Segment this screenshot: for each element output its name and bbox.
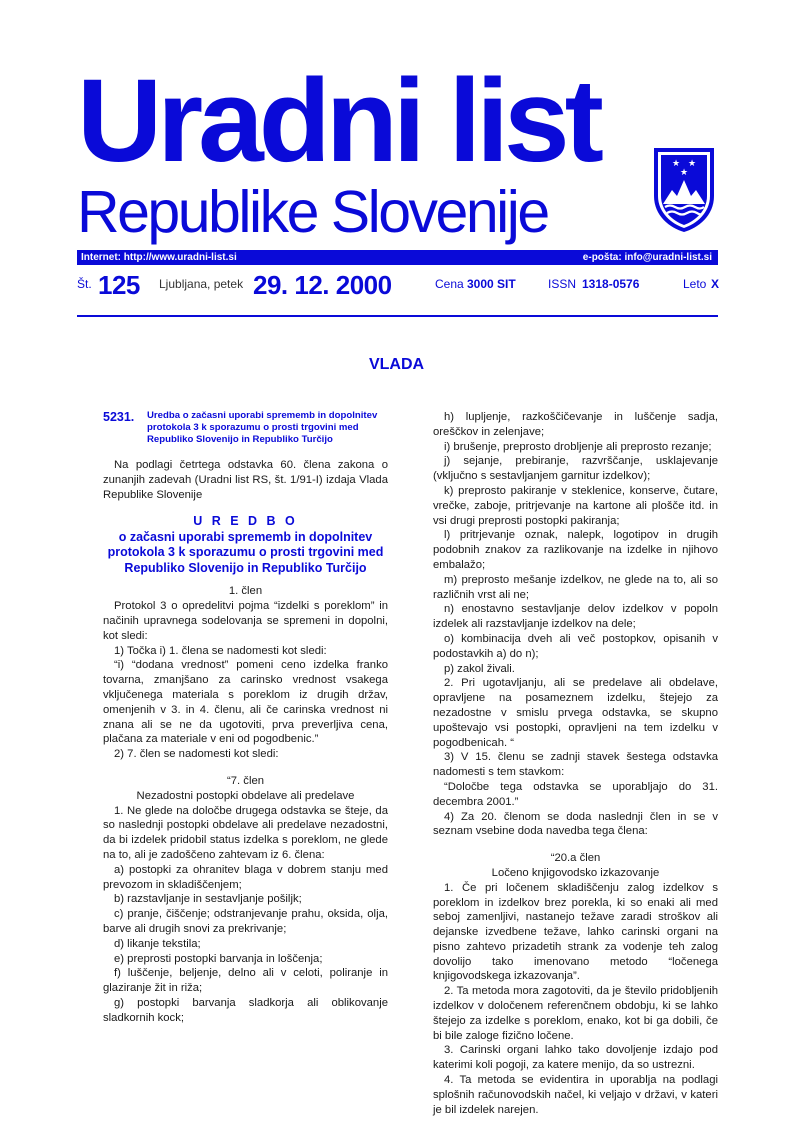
paragraph: 3. Carinski organi lahko tako dovoljenje izdajo pod katerimi koli pogoji, za katere menijo, da so ustrezni.	[433, 1044, 718, 1072]
issue-place-day: Ljubljana, petek	[159, 277, 244, 291]
list-item: b) razstavljanje in sestavljanje pošiljk;	[114, 893, 302, 906]
article-heading: “20.a člen	[550, 852, 601, 865]
svg-text:★: ★	[679, 168, 689, 178]
issn-label: ISSN	[548, 277, 577, 291]
right-column	[433, 410, 718, 1117]
article-subtitle: Ločeno knjigovodsko izkazovanje	[491, 866, 660, 879]
paragraph: 2. Pri ugotavljanju, ali se predelave ali obdelave, opravljene na posameznem izdelku, štejejo za nezadostne v smislu prvega odstavka, se skupno upoštevajo vsi postopki, opravljeni na tem izdelku v pogodbenicah. “	[433, 677, 718, 749]
paragraph: “Določbe tega odstavka se uporabljajo do 31. decembra 2001.”	[433, 780, 718, 808]
paragraph: “i) “dodana vrednost” pomeni ceno izdelka franko tovarna, zmanjšano za carinsko vrednost vsakega vključenega materiala s poreklom iz drugih držav, omenjenih v 3. in 4. členu, ali če carinska vrednost ni znana ali se ne da ugotoviti, prva preverljiva cena, plačana za materiale v eni od pogodbenic.”	[103, 659, 388, 746]
paragraph: 1) Točka i) 1. člena se nadomesti kot sledi:	[114, 644, 327, 657]
list-item: h) lupljenje, razkoščičevanje in luščenje sadja, oreščkov in zelenjave;	[433, 411, 718, 438]
issue-number-label: Št.	[77, 277, 92, 291]
price-label: Cena	[435, 277, 464, 291]
paragraph: 2) 7. člen se nadomesti kot sledi:	[114, 748, 279, 761]
article-subtitle: Nezadostni postopki obdelave ali predelave	[136, 789, 355, 802]
paragraph: 4) Za 20. členom se doda naslednji člen in se v seznam vsebine doda navedba tega člena:	[433, 810, 718, 838]
paragraph: Protokol 3 o opredelitvi pojma “izdelki s poreklom” in načinih upravnega sodelovanja se spremeni in dopolni, kot sledi:	[103, 600, 388, 642]
list-item: m) preprosto mešanje izdelkov, ne glede na to, ali so različnih vrst ali ne;	[433, 573, 718, 601]
issue-date: 29. 12. 2000	[253, 270, 392, 300]
email-link[interactable]: e-pošta: info@uradni-list.si	[582, 252, 712, 263]
article-heading: 1. člen	[228, 585, 263, 598]
year-label: Leto	[683, 277, 707, 291]
slovenian-coat-of-arms-icon	[650, 144, 718, 234]
list-item: o) kombinacija dveh ali več postopkov, opisanih v podostavkih a) do n);	[433, 632, 718, 660]
paragraph: 1. Če pri ločenem skladiščenju zalog izdelkov s poreklom in izdelkov brez porekla, ki so enaki ali med seboj zamenljivi, nastanejo težave zaradi stroškov ali dejanske izvedbene težave, lahko carinski organi na pisno zahtevo prizadetih strank za vodenje teh zalog dovolijo tako imenovano metodo “ločenega knjigovodskega izkazovanja”.	[433, 881, 718, 983]
intro-paragraph: Na podlagi četrtega odstavka 60. člena zakona o zunanjih zadevah (Uradni list RS, št. 1/91-I) izdaja Vlada Republike Slovenije	[103, 459, 388, 501]
list-item: a) postopki za ohranitev blaga v dobrem stanju med prevozom in skladiščenjem;	[103, 863, 388, 891]
list-item: j) sejanje, prebiranje, razvrščanje, usklajevanje (vključno s sestavljanjem garnitur izdelkov);	[433, 455, 718, 483]
masthead-title: Uradni list	[77, 55, 599, 187]
document-number: 5231.	[103, 410, 135, 424]
list-item: g) postopki barvanja sladkorja ali oblikovanje sladkornih kock;	[103, 996, 388, 1024]
issn-value: 1318-0576	[582, 277, 640, 291]
list-item: f) luščenje, beljenje, delno ali v celoti, poliranje in glaziranje žit in riža;	[103, 967, 388, 995]
paragraph: 2. Ta metoda mora zagotoviti, da je število pridobljenih izdelkov v določenem referenčnem obdobju, ki se lahko štejejo za izdelke s poreklom, enako, kot bi ga dobili, če bi bile zaloge fizično ločene.	[433, 985, 718, 1042]
paragraph: 3) V 15. členu se zadnji stavek šestega odstavka nadomesti s tem stavkom:	[433, 751, 718, 779]
header-divider	[77, 315, 718, 317]
list-item: i) brušenje, preprosto drobljenje ali preprosto rezanje;	[444, 440, 712, 453]
paragraph: 1. Ne glede na določbe drugega odstavka se šteje, da so naslednji postopki obdelave ali predelave nezadostni, da bi izdelek pridobil status izdelka s poreklom, ne glede na to, ali je zadoščeno zahtevam iz 6. člena:	[103, 804, 388, 861]
list-item: e) preprosti postopki barvanja in loščenja;	[114, 952, 323, 965]
internet-link[interactable]: Internet: http://www.uradni-list.si	[81, 252, 237, 263]
list-item: k) preprosto pakiranje v steklenice, konserve, čutare, vrečke, zaboje, pritrjevanje na kartone ali plošče itd. in vsi drugi preprosti postopki pakiranja;	[433, 484, 718, 527]
list-item: c) pranje, čiščenje; odstranjevanje prahu, oksida, olja, barve ali drugih snovi za prekrivanje;	[103, 908, 388, 935]
section-heading: VLADA	[368, 356, 425, 373]
masthead-subtitle: Republike Slovenije	[77, 179, 548, 245]
left-column	[103, 410, 388, 1026]
price-value: 3000 SIT	[467, 277, 516, 291]
list-item: n) enostavno sestavljanje delov izdelkov v popoln izdelek ali razstavljanje izdelkov na dele;	[433, 603, 718, 631]
year-value: X	[711, 277, 720, 291]
issue-info	[77, 270, 718, 302]
list-item: l) pritrjevanje oznak, nalepk, logotipov in drugih podobnih znakov za razlikovanje na izdelke in njihovo embalažo;	[433, 529, 718, 571]
list-item: p) zakol živali.	[444, 662, 515, 675]
document-title: Uredba o začasni uporabi sprememb in dopolnitev protokola 3 k sporazumu o prosti trgovini med Republiko Slovenijo in Republiko Turčijo	[147, 410, 378, 445]
contact-bar	[77, 250, 718, 265]
decree-heading: U R E D B O o začasni uporabi sprememb in dopolnitev protokola 3 k sporazumu o prosti trgovini med Republiko Slovenijo in Republiko Turčijo	[107, 514, 384, 575]
paragraph: 4. Ta metoda se evidentira in uporablja na podlagi splošnih računovodskih načel, ki veljajo v državi, v kateri je bil izdelek narejen.	[433, 1074, 718, 1116]
list-item: d) likanje tekstila;	[114, 937, 201, 950]
issue-number: 125	[98, 270, 140, 300]
svg-text:★: ★	[671, 159, 681, 169]
svg-text:★: ★	[687, 159, 697, 169]
article-heading: “7. člen	[226, 774, 265, 787]
